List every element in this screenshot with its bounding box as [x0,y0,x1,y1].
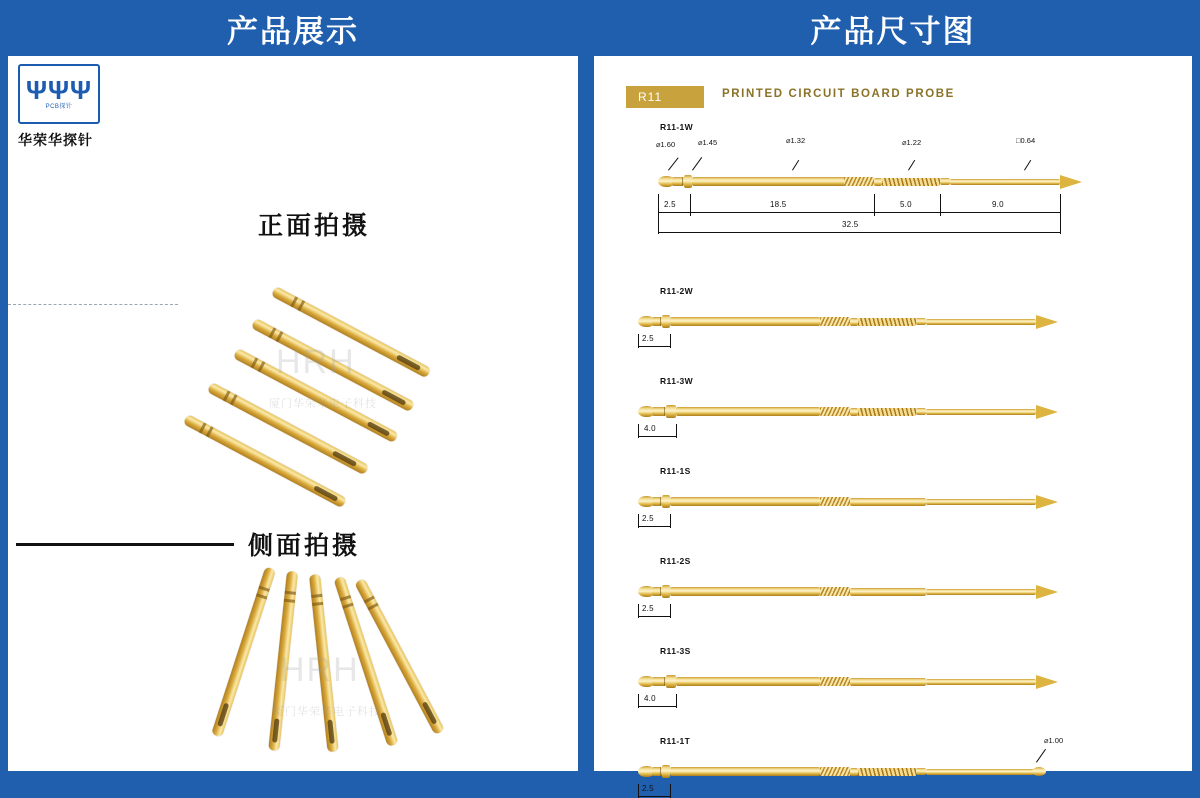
drawing-row-3s [612,646,1174,706]
probe-drawing [612,668,1174,694]
dim-first: 2.5 [642,514,654,523]
drawing-row-2s [612,556,1174,616]
right-section-title: 产品尺寸图 [810,13,976,49]
watermark-text: 厦门华荣华电子科技 [269,398,377,410]
photo-front-view [8,176,578,516]
brand-name: 华荣华探针 [18,132,93,148]
probe-drawing [612,578,1174,604]
dim-first: 4.0 [644,694,656,703]
logo-glyph: ΨΨΨ [25,74,93,105]
dim-first: 4.0 [644,424,656,433]
row-label: R11-2W [660,286,694,296]
company-logo [18,64,114,164]
logo-mark [18,64,100,124]
drawing-title: PRINTED CIRCUIT BOARD PROBE [722,88,955,100]
dim-5p0: 5.0 [900,200,912,209]
row-label: R11-3S [660,646,691,656]
dimension-drawing-panel [594,56,1192,793]
dim-first: 2.5 [642,784,654,793]
dim-first: 2.5 [642,604,654,613]
row-label: R11-1T [660,736,691,746]
row-label: R11-1S [660,466,691,476]
drawing-row-1t [612,736,1174,796]
series-badge: R11 [626,86,704,108]
probe-drawing [612,308,1174,334]
dim-label-d3: ⌀1.32 [786,136,806,145]
dim-label-d1: ⌀1.60 [656,140,676,149]
drawing-row-1w [612,122,1174,252]
row-label: R11-3W [660,376,694,386]
drawing-row-1s [612,466,1174,526]
caption-side: 侧面拍摄 [248,532,361,560]
watermark-logo: HRH [276,343,356,381]
dim-18p5: 18.5 [770,200,787,209]
row-label: R11-1W [660,122,694,132]
logo-sub-text: PCB探针 [45,103,73,110]
probe-drawing [612,488,1174,514]
probe-drawing [612,758,1174,784]
drawing-row-2w [612,286,1174,346]
watermark-logo: HRH [280,651,360,689]
solid-divider [16,543,234,546]
dim-total: 32.5 [842,220,859,229]
left-section-title: 产品展示 [227,13,359,49]
dim-label-d4: ⌀1.22 [902,138,922,147]
photo-side-view [8,556,578,771]
dim-9p0: 9.0 [992,200,1004,209]
drawing-sheet [612,70,1174,793]
watermark-text: 厦门华荣华电子科技 [273,706,381,718]
probe-drawing [612,398,1174,424]
product-photo-panel [8,56,578,771]
row-label: R11-2S [660,556,691,566]
caption-front: 正面拍摄 [258,212,371,240]
drawing-row-3w [612,376,1174,436]
dim-first: 2.5 [642,334,654,343]
dim-label-d5: □0.64 [1016,136,1036,145]
probe-drawing [612,168,1174,194]
dim-tip: ⌀1.00 [1044,736,1064,745]
dim-2p5: 2.5 [664,200,676,209]
dim-label-d2: ⌀1.45 [698,138,718,147]
